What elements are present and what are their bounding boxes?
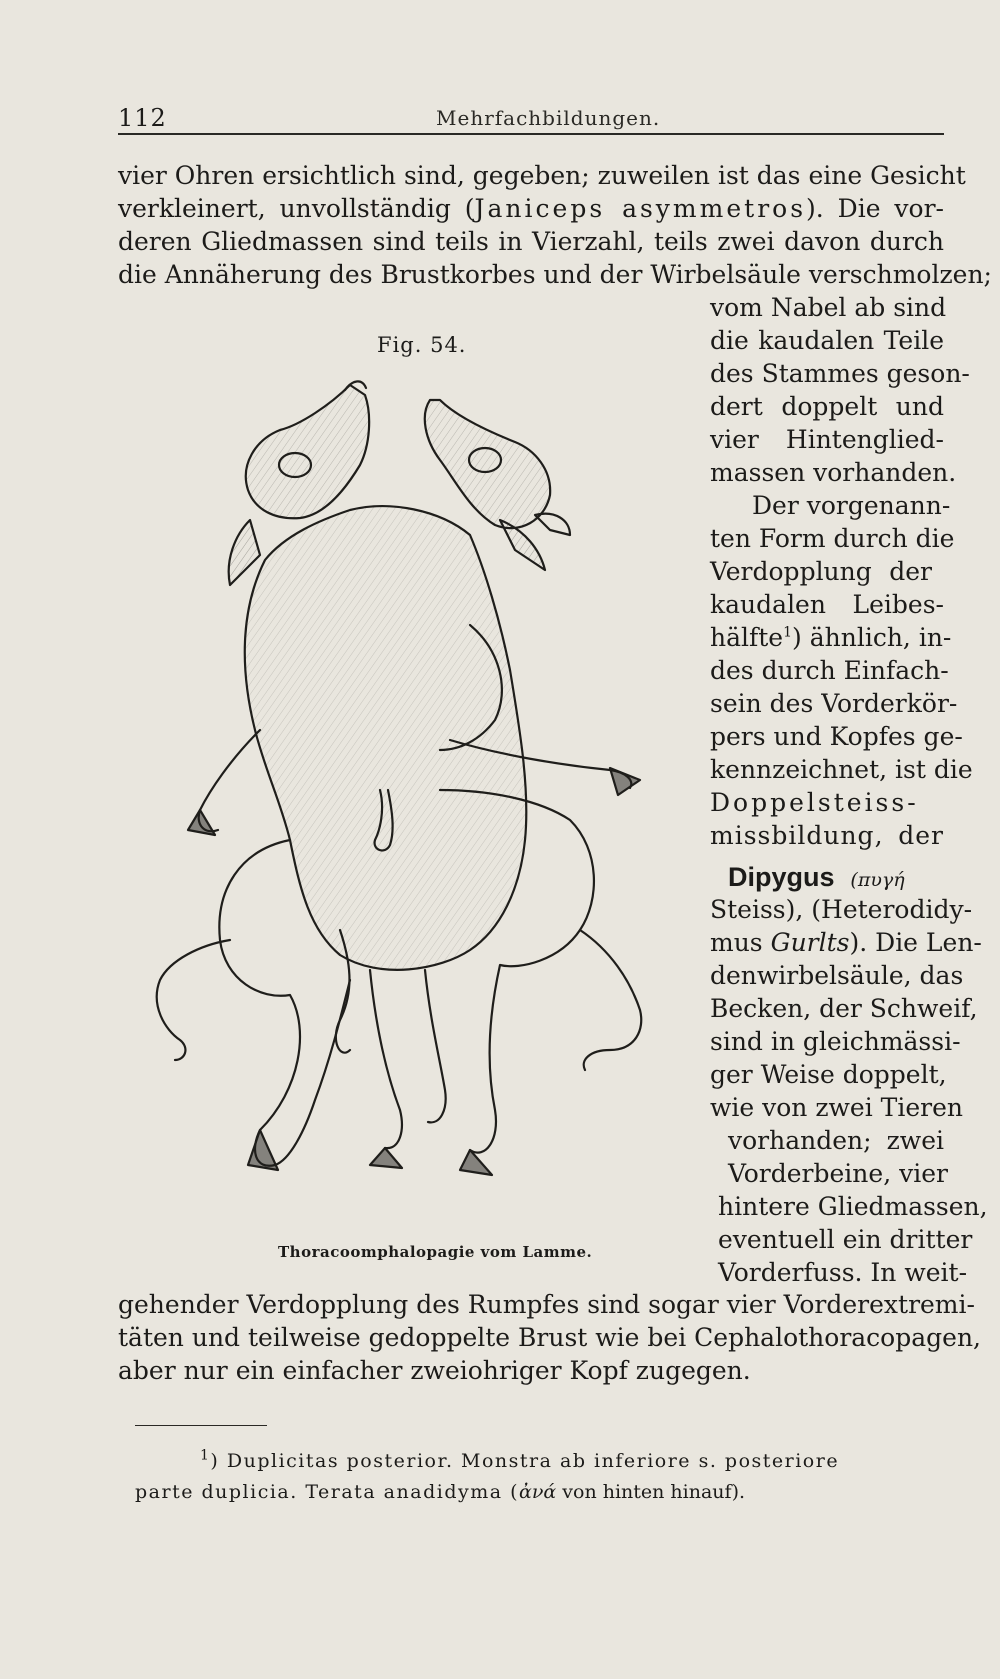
conjoined-lambs-illustration — [140, 370, 700, 1230]
figure-label: Fig. 54. — [377, 333, 467, 357]
footnote-ref: 1 — [783, 624, 793, 641]
running-title: Mehrfachbildungen. — [436, 106, 661, 130]
text-line: aber nur ein einfacher zweiohriger Kopf zugegen. — [118, 1356, 751, 1385]
text-line: ten Form durch die — [710, 524, 955, 553]
text-line: Vorderbeine, vier — [728, 1159, 948, 1188]
header-rule — [118, 133, 944, 135]
text-line: kaudalen Leibes- — [710, 590, 944, 619]
text-line: Becken, der Schweif, — [710, 994, 978, 1023]
text-line: vier Hintenglied- — [710, 425, 944, 454]
footnote-line: parte duplicia. Terata anadidyma (ἀνά von hinten hinauf). — [135, 1481, 746, 1503]
text-line: dert doppelt und — [710, 392, 944, 421]
term-dipygus: Dipygus — [728, 862, 835, 892]
footnote-marker: 1 — [200, 1447, 211, 1464]
text-line: Vorderfuss. In weit- — [718, 1258, 968, 1287]
text-line: hälfte$^1$) ähnlich, in- — [710, 623, 952, 652]
term-doppelsteiss: Doppelsteiss- — [710, 788, 919, 817]
text-line: wie von zwei Tieren — [710, 1093, 963, 1122]
footnote-rule — [135, 1425, 267, 1426]
text-line: Steiss), (Heterodidy- — [710, 895, 973, 924]
text-line: vier Ohren ersichtlich sind, gegeben; zuweilen ist das eine Gesicht — [118, 161, 966, 190]
text-line: Der vorgenann- — [752, 491, 951, 520]
text-line: vorhanden; zwei — [728, 1126, 944, 1155]
text-line: pers und Kopfes ge- — [710, 722, 963, 751]
text-line: sind in gleichmässi- — [710, 1027, 961, 1056]
text-line: die kaudalen Teile — [710, 326, 944, 355]
footnote-line: $^1$) Duplicitas posterior. Monstra ab inferiore s. posteriore — [200, 1447, 840, 1472]
text-line: vom Nabel ab sind — [710, 293, 947, 322]
text-line: des durch Einfach- — [710, 656, 949, 685]
text-line: denwirbelsäule, das — [710, 961, 964, 990]
term-missbildung: missbildung, der — [710, 821, 944, 850]
text-line: gehender Verdopplung des Rumpfes sind sogar vier Vorderextremi- — [118, 1290, 975, 1319]
text-line: täten und teilweise gedoppelte Brust wie bei Cephalothoracopagen, — [118, 1323, 981, 1352]
term-janiceps: Janiceps asymmetros — [474, 194, 807, 223]
text-line: massen vorhanden. — [710, 458, 957, 487]
text-line: des Stammes geson- — [710, 359, 970, 388]
text-line: Dipygus (πυγή — [728, 862, 905, 892]
figure-caption: Thoracoomphalopagie vom Lamme. — [278, 1243, 593, 1261]
text-line: hintere Gliedmassen, — [718, 1192, 988, 1221]
text-line: sein des Vorderkör- — [710, 689, 958, 718]
text-line: ger Weise doppelt, — [710, 1060, 947, 1089]
text-line: verkleinert, unvollständig (Janiceps asymmetros). Die vor- — [118, 194, 944, 223]
text-line: eventuell ein dritter — [718, 1225, 973, 1254]
text-line: deren Gliedmassen sind teils in Vierzahl, teils zwei davon durch — [118, 227, 944, 256]
running-head — [118, 100, 948, 134]
text-line: kennzeichnet, ist die — [710, 755, 973, 784]
text-line: die Annäherung des Brustkorbes und der Wirbelsäule verschmolzen; — [118, 260, 992, 289]
text-line: mus Gurlts). Die Len- — [710, 928, 982, 957]
text-line: Verdopplung der — [710, 557, 932, 586]
page-number: 112 — [118, 104, 167, 132]
